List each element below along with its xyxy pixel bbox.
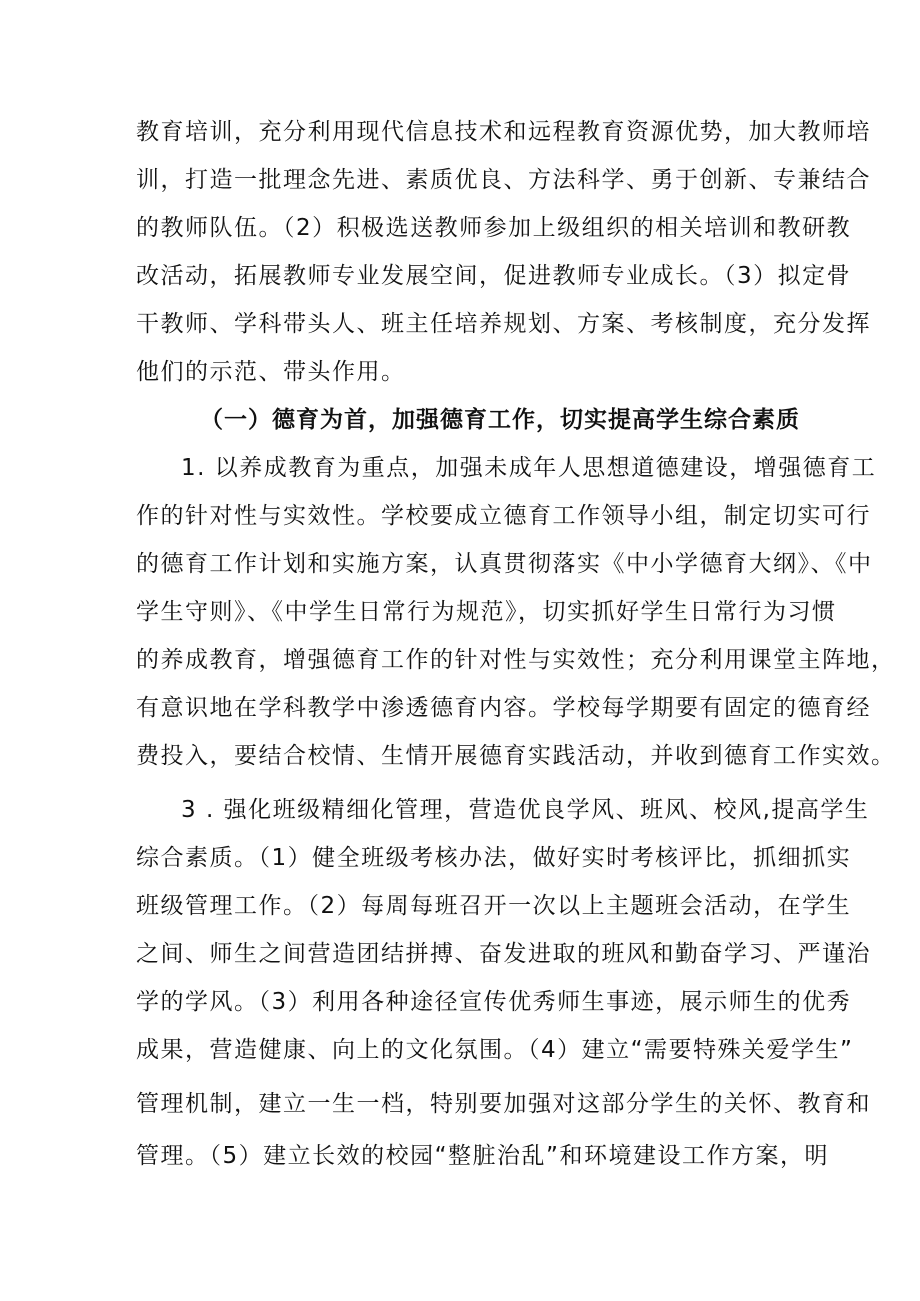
text-line: 管理机制，建立一生一档，特别要加强对这部分学生的关怀、教育和	[136, 1091, 871, 1117]
text-line: 1. 以养成教育为重点，加强未成年人思想道德建设，增强德育工	[181, 455, 877, 481]
text-line: 学生守则》、《中学生日常行为规范》，切实抓好学生日常行为习惯	[136, 599, 837, 625]
text-line: 之间、师生之间营造团结拼搏、奋发进取的班风和勤奋学习、严谨治	[136, 941, 871, 967]
text-line: 综合素质。（1）健全班级考核办法，做好实时考核评比，抓细抓实	[136, 845, 852, 871]
text-line: 3 . 强化班级精细化管理，营造优良学风、班风、校风,提高学生	[181, 797, 870, 823]
text-line: 班级管理工作。（2）每周每班召开一次以上主题班会活动，在学生	[136, 893, 852, 919]
text-line: 的教师队伍。（2）积极选送教师参加上级组织的相关培训和教研教	[136, 215, 852, 241]
text-line: 管理。（5）建立长效的校园“整脏治乱”和环境建设工作方案，明	[136, 1143, 829, 1169]
text-line: 的养成教育，增强德育工作的针对性与实效性；充分利用课堂主阵地，	[136, 647, 896, 673]
text-line: 训，打造一批理念先进、素质优良、方法科学、勇于创新、专兼结合	[136, 167, 871, 193]
text-line: 费投入，要结合校情、生情开展德育实践活动，并收到德育工作实效。	[136, 743, 896, 769]
text-line: 改活动，拓展教师专业发展空间，促进教师专业成长。（3）拟定骨	[136, 263, 852, 289]
text-line: 成果，营造健康、向上的文化氛围。（4）建立“需要特殊关爱学生”	[136, 1037, 854, 1063]
text-line: 有意识地在学科教学中渗透德育内容。学校每学期要有固定的德育经	[136, 695, 871, 721]
text-line: 他们的示范、带头作用。	[136, 359, 406, 385]
text-line: 作的针对性与实效性。学校要成立德育工作领导小组，制定切实可行	[136, 503, 871, 529]
section-heading: （一）德育为首，加强德育工作，切实提高学生综合素质	[200, 407, 800, 433]
text-line: 干教师、学科带头人、班主任培养规划、方案、考核制度，充分发挥	[136, 311, 871, 337]
text-line: 的德育工作计划和实施方案，认真贯彻落实《中小学德育大纲》、《中	[136, 551, 873, 577]
text-line: 教育培训，充分利用现代信息技术和远程教育资源优势，加大教师培	[136, 119, 871, 145]
text-line: 学的学风。（3）利用各种途径宣传优秀师生事迹，展示师生的优秀	[136, 989, 852, 1015]
